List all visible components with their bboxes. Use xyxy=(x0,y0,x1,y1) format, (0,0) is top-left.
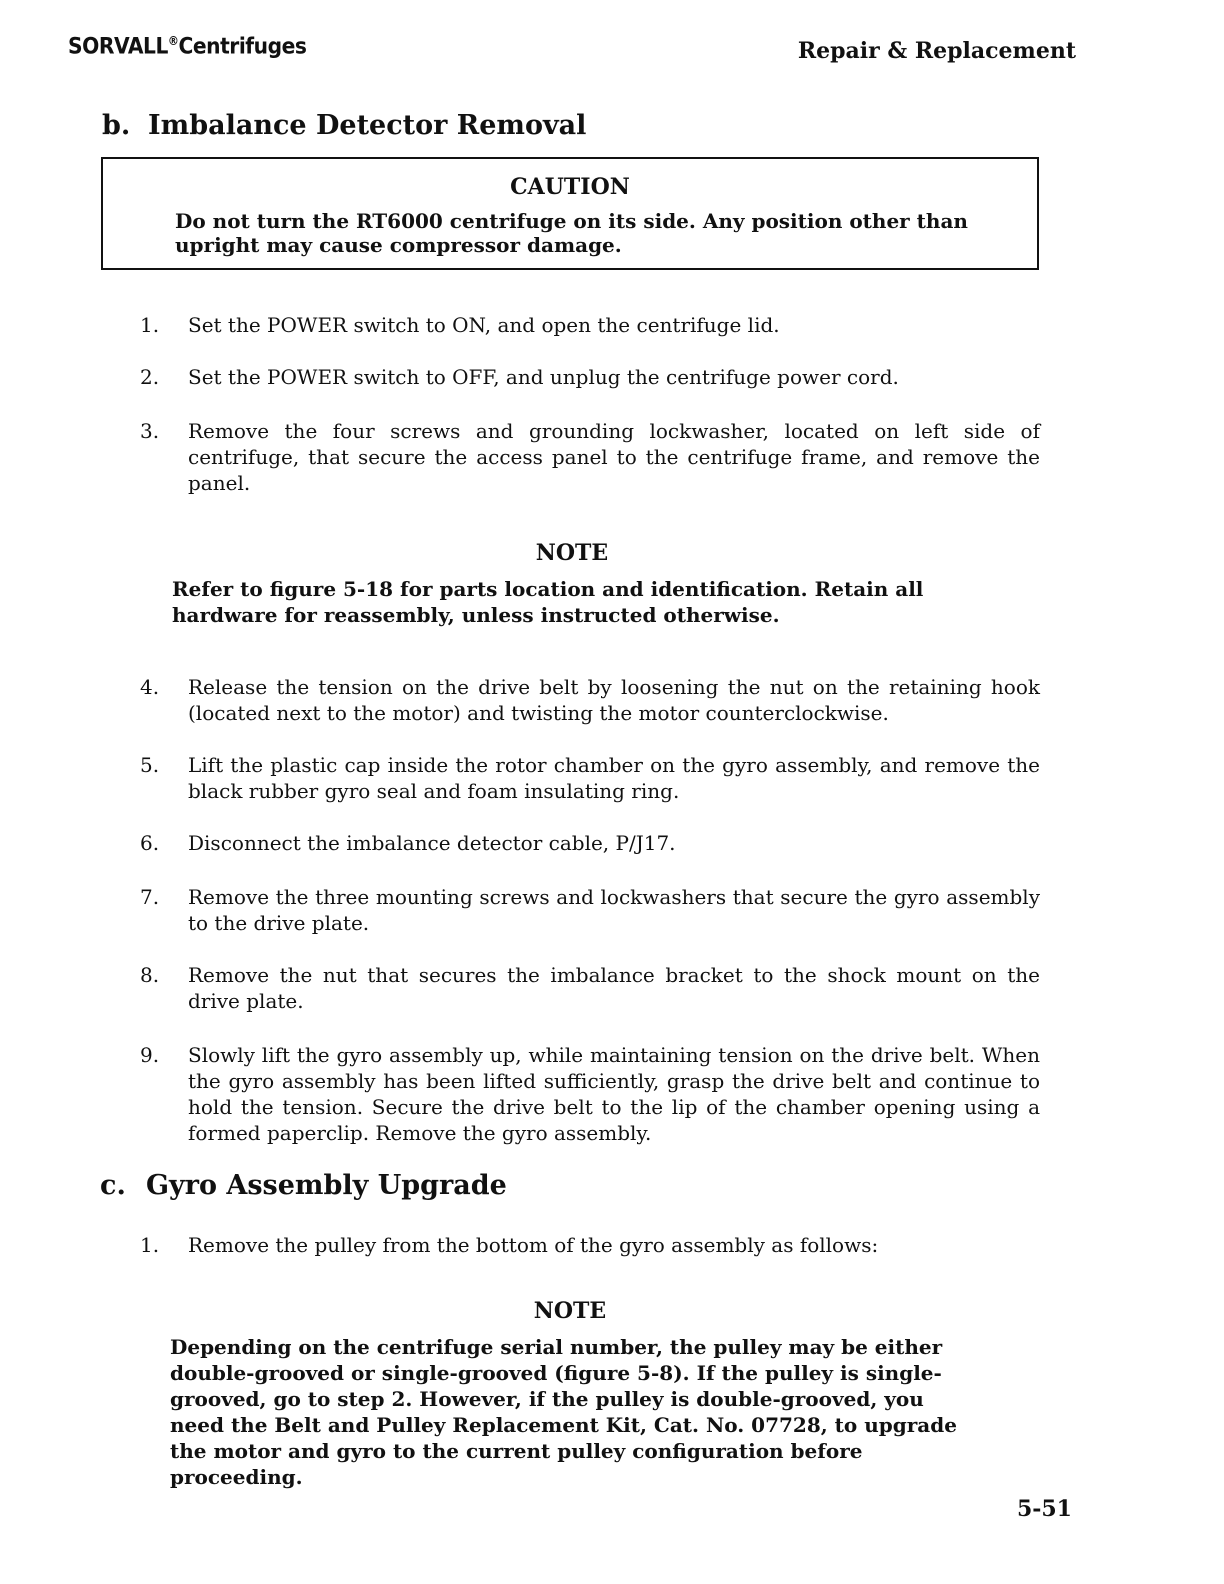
step-text: Release the tension on the drive belt by loosening the nut on the retaining hook (located next to the motor) and twisting the motor counterclockwise. xyxy=(188,675,1040,725)
step-text: Remove the pulley from the bottom of the gyro assembly as follows: xyxy=(188,1233,879,1257)
caution-heading: CAUTION xyxy=(510,174,630,200)
step-number: 6. xyxy=(140,831,160,855)
running-header-left xyxy=(68,34,306,59)
list-item xyxy=(140,1042,1040,1146)
step-number: 5. xyxy=(140,753,160,777)
list-item xyxy=(140,418,1040,496)
step-number: 4. xyxy=(140,675,160,699)
step-text: Set the POWER switch to OFF, and unplug the centrifuge power cord. xyxy=(188,365,899,389)
step-number: 1. xyxy=(140,313,160,337)
running-header-right: Repair & Replacement xyxy=(797,38,1076,64)
list-item xyxy=(140,884,1040,936)
step-number: 9. xyxy=(140,1043,160,1067)
step-text: Disconnect the imbalance detector cable, P/J17. xyxy=(188,831,676,855)
note-heading: NOTE xyxy=(533,1298,607,1324)
step-text: Set the POWER switch to ON, and open the centrifuge lid. xyxy=(188,313,780,337)
brand-suffix: Centrifuges xyxy=(178,34,307,60)
step-number: 3. xyxy=(140,419,160,443)
step-text: Remove the four screws and grounding lockwasher, located on left side of centrifuge, that secure the access panel to the centrifuge frame, and remove the panel. xyxy=(188,419,1040,495)
caution-box xyxy=(101,157,1039,270)
step-text: Remove the three mounting screws and lockwashers that secure the gyro assembly to the drive plate. xyxy=(188,885,1040,935)
registered-mark: ® xyxy=(167,34,179,48)
step-number: 1. xyxy=(140,1233,160,1257)
list-item xyxy=(140,752,1040,804)
list-item xyxy=(140,312,1040,338)
list-item xyxy=(140,364,1040,390)
step-number: 2. xyxy=(140,365,160,389)
list-item xyxy=(140,830,1040,856)
section-c-letter: c. xyxy=(100,1170,126,1201)
step-number: 7. xyxy=(140,885,160,909)
step-number: 8. xyxy=(140,963,160,987)
section-b-letter: b. xyxy=(102,110,131,141)
list-item xyxy=(140,1232,1040,1258)
note-text: Refer to figure 5-18 for parts location and identification. Retain all hardware for reassembly, unless instructed otherwise. xyxy=(172,577,924,627)
note-heading: NOTE xyxy=(535,540,609,566)
list-item xyxy=(140,962,1040,1014)
section-b-title: Imbalance Detector Removal xyxy=(148,110,587,141)
step-text: Slowly lift the gyro assembly up, while maintaining tension on the drive belt. When the gyro assembly has been lifted sufficiently, grasp the drive belt and continue to hold the tension. Secure the drive belt to the lip of the chamber opening using a formed paperclip. Remove the gyro assembly. xyxy=(188,1043,1040,1145)
caution-text: Do not turn the RT6000 centrifuge on its side. Any position other than upright may cause compressor damage. xyxy=(175,209,968,257)
section-b-heading xyxy=(102,110,586,141)
section-c-title: Gyro Assembly Upgrade xyxy=(146,1170,507,1201)
step-text: Remove the nut that secures the imbalance bracket to the shock mount on the drive plate. xyxy=(188,963,1040,1013)
brand-name: SORVALL xyxy=(68,34,168,60)
page-number: 5-51 xyxy=(1016,1496,1072,1522)
note-text: Depending on the centrifuge serial number, the pulley may be either double-grooved or single-grooved (figure 5-8). If the pulley is single-grooved, go to step 2. However, if the pulley is double-grooved, you need the Belt and Pulley Replacement Kit, Cat. No. 07728, to upgrade the motor and gyro to the current pulley configuration before proceeding. xyxy=(170,1335,957,1489)
section-c-heading xyxy=(100,1170,507,1201)
step-text: Lift the plastic cap inside the rotor chamber on the gyro assembly, and remove the black rubber gyro seal and foam insulating ring. xyxy=(188,753,1040,803)
list-item xyxy=(140,674,1040,726)
